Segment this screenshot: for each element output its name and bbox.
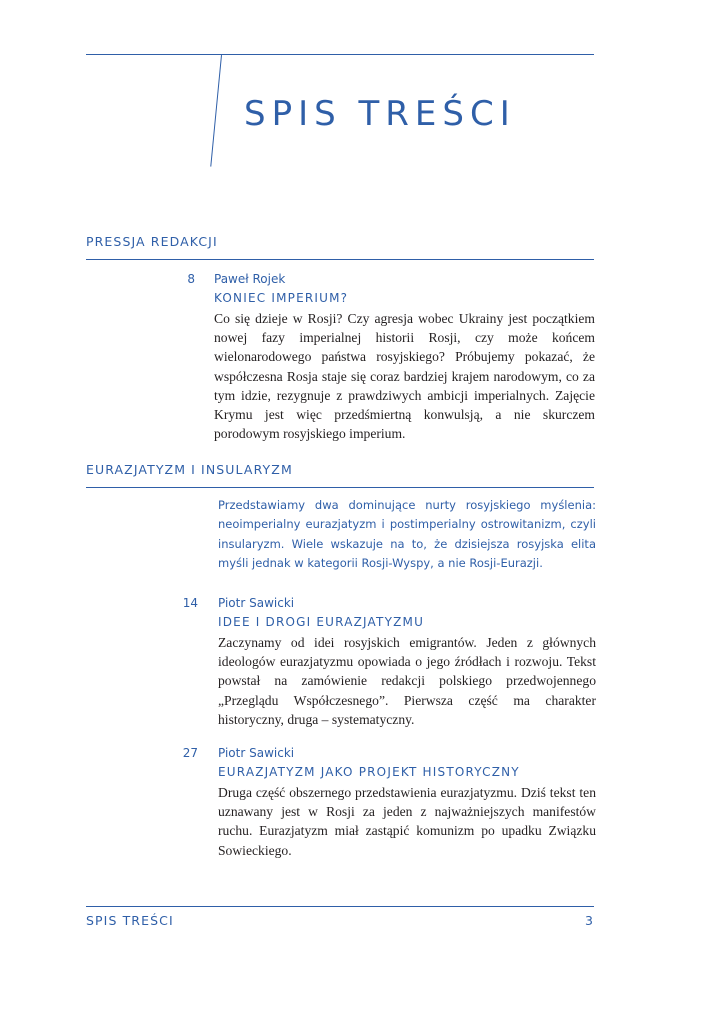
footer-page-number: 3 (585, 913, 593, 928)
entry-page-number[interactable]: 14 (182, 596, 198, 610)
entry-author: Piotr Sawicki (218, 746, 295, 760)
title-slash-divider (210, 55, 222, 167)
entry-page-number[interactable]: 27 (182, 746, 198, 760)
toc-entry[interactable] (218, 595, 596, 729)
entry-description: Druga część obszernego przedstawienia eurazjatyzmu. Dziś tekst ten uznawany jest w Rosji za jeden z najważniejszych manifestów ruchu. Eurazjatyzm miał zastąpić komunizm po upadku Związku Sowieckiego. (218, 785, 596, 858)
toc-entry[interactable] (214, 271, 595, 443)
section-heading-pressja: PRESSJA REDAKCJI (86, 234, 218, 249)
top-rule (86, 54, 594, 55)
section-rule (86, 259, 594, 260)
footer-label: SPIS TREŚCI (86, 913, 174, 928)
entry-title[interactable]: EURAZJATYZM JAKO PROJEKT HISTORYCZNY (218, 765, 520, 779)
footer-rule (86, 906, 594, 907)
section-rule (86, 487, 594, 488)
entry-title[interactable]: KONIEC IMPERIUM? (214, 291, 349, 305)
entry-title[interactable]: IDEE I DROGI EURAZJATYZMU (218, 615, 425, 629)
entry-description: Zaczynamy od idei rosyjskich emigrantów. Jeden z głównych ideologów eurazjatyzmu opowiada o jego źródłach i rozwoju. Tekst powstał na zamówienie redakcji polskiego przedwojennego „Przeglądu Współczesnego”. Pierwsza część ma charakter historyczny, druga – systematyczny. (218, 635, 596, 727)
entry-author: Piotr Sawicki (218, 596, 295, 610)
section-heading-eurazjatyzm: EURAZJATYZM I INSULARYZM (86, 462, 293, 477)
toc-entry[interactable] (218, 745, 596, 860)
page-title: SPIS TREŚCI (244, 94, 516, 134)
section-intro: Przedstawiamy dwa dominujące nurty rosyjskiego myślenia: neoimperialny eurazjatyzm i postimperialny ostrowitanizm, czyli insularyzm. Wiele wskazuje na to, że dzisiejsza rosyjska elita myśli jednak w kategorii Rosji-Wyspy, a nie Rosji-Eurazji. (218, 498, 596, 570)
entry-description: Co się dzieje w Rosji? Czy agresja wobec Ukrainy jest początkiem nowej fazy imperialnej historii Rosji, czy może końcem wielonarodowego państwa rosyjskiego? Próbujemy pokazać, że współczesna Rosja staje się coraz bardziej krajem narodowym, co za tym idzie, rezygnuje z prawdziwych ambicji imperialnych. Zajęcie Krymu jest więc przedśmiertną konwulsją, a nie skurczem porodowym rosyjskiego imperium. (214, 311, 595, 442)
entry-page-number[interactable]: 8 (187, 272, 195, 286)
entry-author: Paweł Rojek (214, 272, 286, 286)
